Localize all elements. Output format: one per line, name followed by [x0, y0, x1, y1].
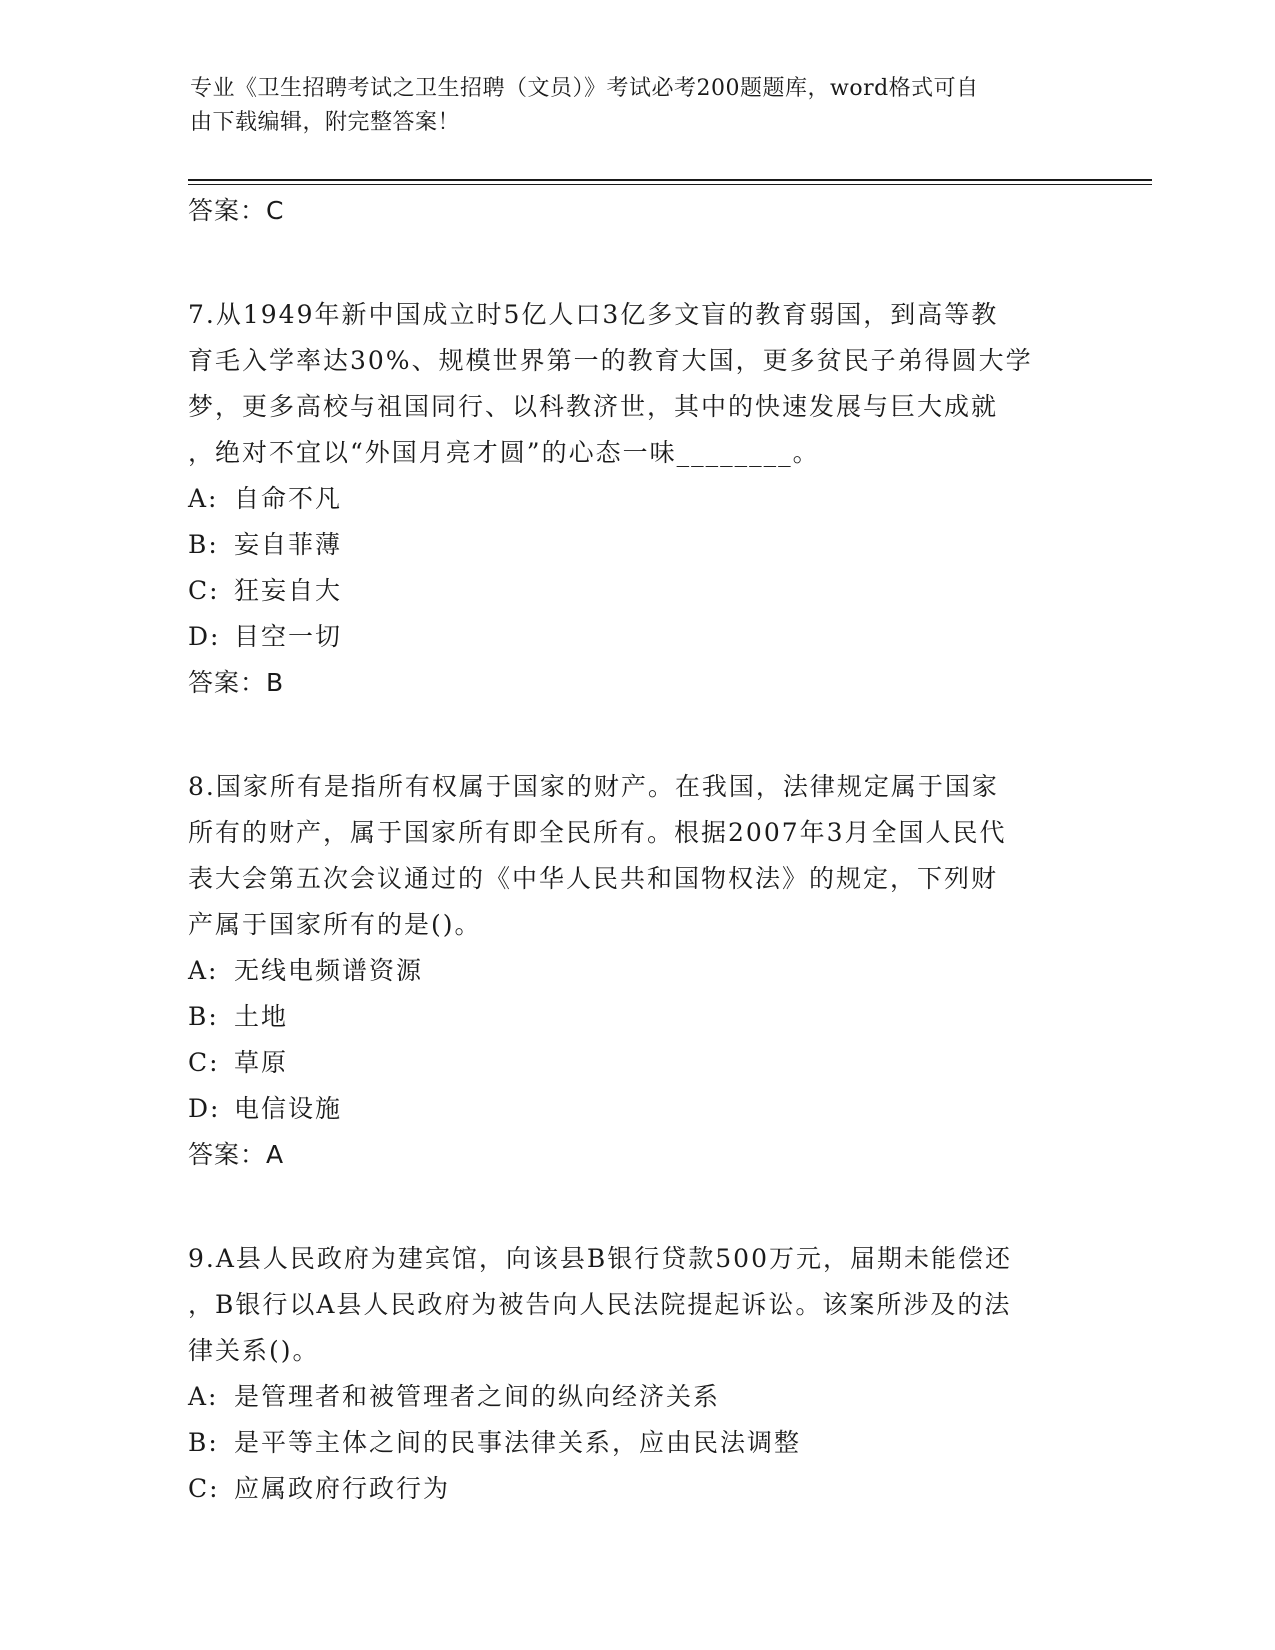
header-line-1: 专业《卫生招聘考试之卫生招聘（文员）》考试必考200题题库，word格式可自	[190, 76, 979, 101]
answer-label: 答案：	[188, 668, 267, 697]
answer-label: 答案：	[188, 196, 267, 225]
header-line-2: 由下载编辑，附完整答案！	[190, 110, 461, 135]
answer-label: 答案：	[188, 1140, 267, 1169]
question-7	[188, 292, 1088, 706]
answer-value: B	[266, 668, 285, 697]
question-8-text: 8.国家所有是指所有权属于国家的财产。在我国，法律规定属于国家 所有的财产，属于国家所有即全民所有。根据2007年3月全国人民代 表大会第五次会议通过的《中华人民共和国物权法》的规定，下列财 产属于国家所有的是()。	[188, 772, 1007, 939]
question-8	[188, 764, 1088, 1178]
document-body	[188, 188, 1088, 1512]
question-9-option-b: B: 是平等主体之间的民事法律关系，应由民法调整	[188, 1428, 802, 1457]
question-9-text: 9.A县人民政府为建宾馆，向该县B银行贷款500万元，届期未能偿还 ，B银行以A县人民政府为被告向人民法院提起诉讼。该案所涉及的法 律关系()。	[188, 1244, 1012, 1365]
previous-answer	[188, 188, 1088, 234]
question-9-option-c: C: 应属政府行政行为	[188, 1474, 451, 1503]
question-9	[188, 1236, 1088, 1512]
question-8-option-b: B: 土地	[188, 1002, 289, 1031]
question-7-option-d: D: 目空一切	[188, 622, 343, 651]
question-7-text: 7.从1949年新中国成立时5亿人口3亿多文盲的教育弱国，到高等教 育毛入学率达30%、规模世界第一的教育大国，更多贫民子弟得圆大学 梦，更多高校与祖国同行、以科教济世，其中的快速发展与巨大成就 ，绝对不宜以“外国月亮才圆”的心态一味________。	[188, 300, 1033, 467]
question-9-option-a: A: 是管理者和被管理者之间的纵向经济关系	[188, 1382, 721, 1411]
question-8-answer	[188, 1132, 1088, 1178]
header-rule-thin	[188, 184, 1152, 185]
answer-value: A	[266, 1140, 285, 1169]
document-header	[190, 72, 1070, 140]
header-rule-thick	[188, 179, 1152, 181]
question-7-answer	[188, 660, 1088, 706]
question-8-option-a: A: 无线电频谱资源	[188, 956, 424, 985]
question-8-option-d: D: 电信设施	[188, 1094, 343, 1123]
question-7-option-b: B: 妄自菲薄	[188, 530, 343, 559]
question-7-option-a: A: 自命不凡	[188, 484, 343, 513]
question-8-option-c: C: 草原	[188, 1048, 289, 1077]
question-7-option-c: C: 狂妄自大	[188, 576, 343, 605]
answer-value: C	[266, 196, 285, 225]
